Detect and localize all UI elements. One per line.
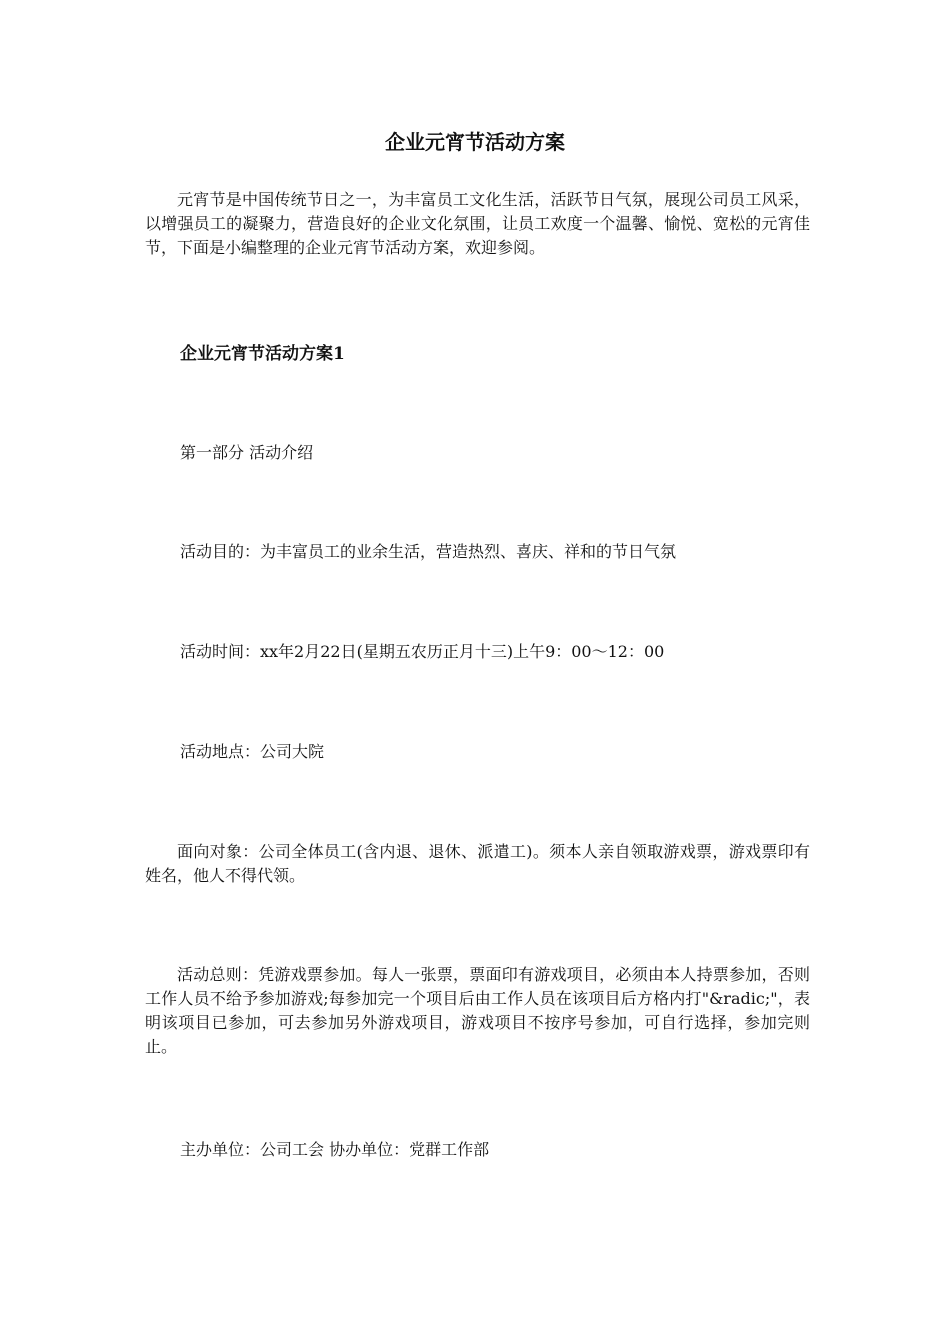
target-audience-paragraph: 面向对象：公司全体员工(含内退、退休、派遣工)。须本人亲自领取游戏票，游戏票印有姓名，他人不得代领。 [145, 842, 810, 885]
document-title: 企业元宵节活动方案 [385, 130, 565, 154]
organizers-line: 主办单位：公司工会 协办单位：党群工作部 [180, 1140, 490, 1159]
activity-location: 活动地点：公司大院 [180, 742, 325, 761]
general-rules-paragraph: 活动总则：凭游戏票参加。每人一张票，票面印有游戏项目，必须由本人持票参加，否则工作人员不给予参加游戏;每参加完一个项目后由工作人员在该项目后方格内打"&radic;"，表明该项目已参加，可去参加另外游戏项目，游戏项目不按序号参加，可自行选择，参加完则止。 [145, 965, 810, 1056]
intro-paragraph: 元宵节是中国传统节日之一，为丰富员工文化生活，活跃节日气氛，展现公司员工风采，以增强员工的凝聚力，营造良好的企业文化氛围，让员工欢度一个温馨、愉悦、宽松的元宵佳节，下面是小编整理的企业元宵节活动方案，欢迎参阅。 [145, 190, 810, 257]
part-one-heading: 第一部分 活动介绍 [180, 443, 314, 462]
activity-time: 活动时间：xx年2月22日(星期五农历正月十三)上午9：00～12：00 [180, 642, 665, 661]
activity-purpose: 活动目的：为丰富员工的业余生活，营造热烈、喜庆、祥和的节日气氛 [180, 542, 677, 561]
section-heading: 企业元宵节活动方案1 [180, 344, 345, 364]
